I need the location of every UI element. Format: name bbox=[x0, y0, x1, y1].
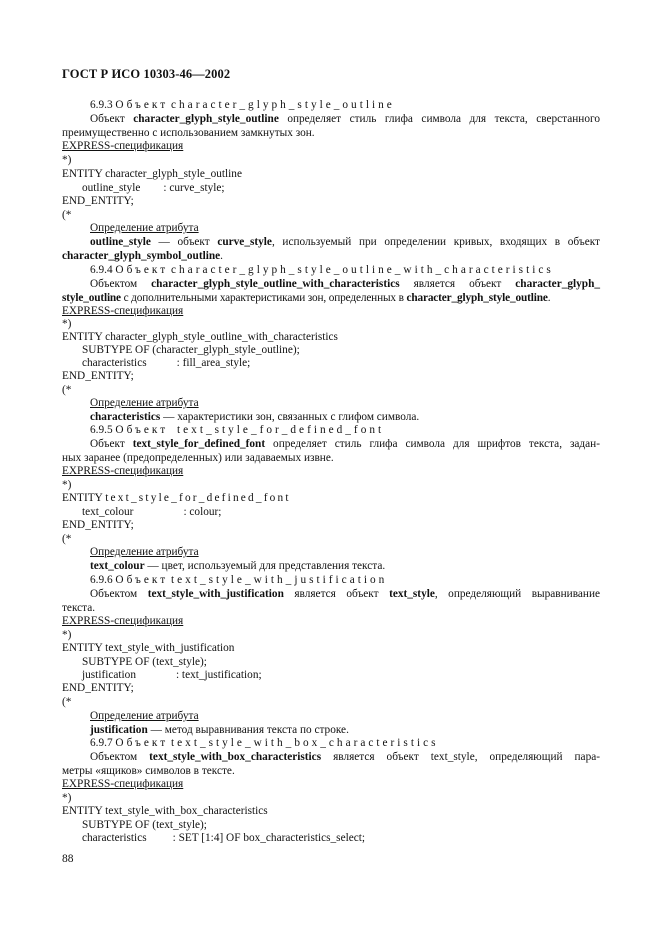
comment-open: (* bbox=[62, 209, 72, 221]
paragraph-line: преимущественно с использованием замкнутых зон. bbox=[62, 127, 315, 139]
express-spec-label: EXPRESS-спецификация bbox=[62, 140, 184, 152]
attribute-definition-label: Определение атрибута bbox=[90, 710, 199, 722]
entity-declaration: ENTITY text_style_with_justification bbox=[62, 642, 235, 654]
entity-declaration: ENTITY character_glyph_style_outline bbox=[62, 168, 242, 180]
entity-attribute: justification : text_justification; bbox=[82, 669, 262, 681]
paragraph-line: style_outline с дополнительными характеристиками зон, определенных в character_glyph_style_outline. bbox=[62, 292, 551, 304]
paragraph-line: текста. bbox=[62, 602, 96, 614]
standard-header: ГОСТ Р ИСО 10303-46—2002 bbox=[62, 67, 231, 81]
end-entity: END_ENTITY; bbox=[62, 682, 134, 694]
paragraph-line: ных заранее (предопределенных) или задаваемых извне. bbox=[62, 452, 334, 464]
entity-attribute: characteristics : SET [1:4] OF box_characteristics_select; bbox=[82, 832, 366, 844]
end-entity: END_ENTITY; bbox=[62, 370, 134, 382]
end-entity: END_ENTITY; bbox=[62, 519, 134, 531]
comment-close: *) bbox=[62, 318, 72, 330]
subtype-declaration: SUBTYPE OF (character_glyph_style_outline); bbox=[82, 344, 300, 356]
paragraph-line: Объект character_glyph_style_outline определяет стиль глифа символа для текста, сверстанного bbox=[90, 113, 600, 125]
paragraph-line: Объектом text_style_with_box_characteristics является объект text_style, определяющий пара- bbox=[90, 751, 600, 763]
express-spec-label: EXPRESS-спецификация bbox=[62, 778, 184, 790]
paragraph-line: Объект text_style_for_defined_font определяет стиль глифа символа для шрифтов текста, задан- bbox=[90, 438, 600, 450]
comment-close: *) bbox=[62, 479, 72, 491]
comment-open: (* bbox=[62, 533, 72, 545]
entity-declaration: ENTITY text_style_with_box_characteristics bbox=[62, 805, 268, 817]
comment-close: *) bbox=[62, 154, 72, 166]
subtype-declaration: SUBTYPE OF (text_style); bbox=[82, 819, 207, 831]
end-entity: END_ENTITY; bbox=[62, 195, 134, 207]
paragraph-line: justification — метод выравнивания текста по строке. bbox=[90, 724, 349, 736]
entity-declaration: ENTITY text_style_for_defined_font bbox=[62, 492, 291, 504]
subtype-declaration: SUBTYPE OF (text_style); bbox=[82, 656, 207, 668]
section-6-9-4-heading: 6.9.4 Объект character_glyph_style_outline_with_characteristics bbox=[90, 264, 554, 276]
entity-declaration: ENTITY character_glyph_style_outline_with_characteristics bbox=[62, 331, 338, 343]
paragraph-line: character_glyph_symbol_outline. bbox=[62, 250, 223, 262]
paragraph-line: outline_style — объект curve_style, используемый при определении кривых, входящих в объект bbox=[90, 236, 600, 248]
paragraph-line: text_colour — цвет, используемый для представления текста. bbox=[90, 560, 386, 572]
comment-open: (* bbox=[62, 384, 72, 396]
comment-close: *) bbox=[62, 629, 72, 641]
attribute-definition-label: Определение атрибута bbox=[90, 397, 199, 409]
entity-attribute: outline_style : curve_style; bbox=[82, 182, 225, 194]
paragraph-line: Объектом text_style_with_justification является объект text_style, определяющий выравнивание bbox=[90, 588, 601, 600]
section-6-9-5-heading: 6.9.5 Объект text_style_for_defined_font bbox=[90, 424, 385, 436]
attribute-definition-label: Определение атрибута bbox=[90, 222, 199, 234]
section-6-9-6-heading: 6.9.6 Объект text_style_with_justification bbox=[90, 574, 388, 586]
comment-open: (* bbox=[62, 696, 72, 708]
entity-attribute: characteristics : fill_area_style; bbox=[82, 357, 251, 369]
section-6-9-3-heading: 6.9.3 Объект character_glyph_style_outline bbox=[90, 99, 395, 111]
express-spec-label: EXPRESS-спецификация bbox=[62, 305, 184, 317]
express-spec-label: EXPRESS-спецификация bbox=[62, 615, 184, 627]
paragraph-line: characteristics — характеристики зон, связанных с глифом символа. bbox=[90, 411, 420, 423]
section-6-9-7-heading: 6.9.7 Объект text_style_with_box_characteristics bbox=[90, 737, 439, 749]
express-spec-label: EXPRESS-спецификация bbox=[62, 465, 184, 477]
page-number: 88 bbox=[62, 853, 74, 865]
paragraph-line: метры «ящиков» символов в тексте. bbox=[62, 765, 235, 777]
attribute-definition-label: Определение атрибута bbox=[90, 546, 199, 558]
paragraph-line: Объектом character_glyph_style_outline_with_characteristics является объект character_glyph_ bbox=[90, 278, 601, 290]
entity-attribute: text_colour : colour; bbox=[82, 506, 222, 518]
comment-close: *) bbox=[62, 792, 72, 804]
